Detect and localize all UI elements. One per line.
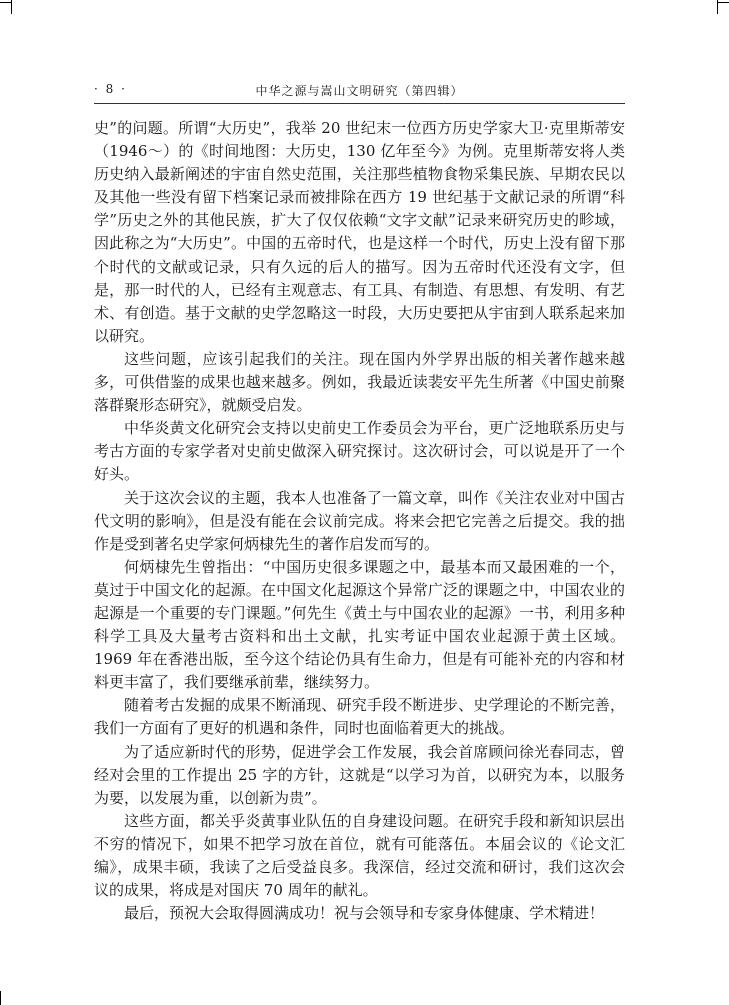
article-body bbox=[94, 117, 625, 925]
paragraph: 随着考古发掘的成果不断涌现、研究手段不断进步、史学理论的不断完善，我们一方面有了更好的机遇和条件，同时也面临着更大的挑战。 bbox=[94, 696, 625, 738]
page-number: · 8 · bbox=[94, 82, 127, 96]
crop-mark-top-right-vertical bbox=[717, 0, 718, 14]
paragraph-continued: 史”的问题。所谓“大历史”，我举 20 世纪末一位西方历史学家大卫·克里斯蒂安（1946～）的《时间地图：大历史，130 亿年至今》为例。克里斯蒂安将人类历史纳入最新阐述的宇宙自然史范围，关注那些植物食物采集民族、早期农民以及其他一些没有留下档案记录而被排除在西方 19 世纪基于文献记录的所谓“科学”历史之外的其他民族，扩大了仅仅依赖“文字文献”记录来研究历史的畛域，因此称之为“大历史”。中国的五帝时代，也是这样一个时代，历史上没有留下那个时代的文献或记录，只有久远的后人的描写。因为五帝时代还没有文字，但是，那一时代的人，已经有主观意志、有工具、有制造、有思想、有发明、有艺术、有创造。基于文献的史学忽略这一时段，大历史要把从宇宙到人联系起来加以研究。 bbox=[94, 119, 625, 345]
crop-mark-top-right-horizontal bbox=[717, 2, 729, 3]
paragraph: 中华炎黄文化研究会支持以史前史工作委员会为平台，更广泛地联系历史与考古方面的专家学者对史前史做深入研究探讨。这次研讨会，可以说是开了一个好头。 bbox=[94, 419, 625, 484]
crop-mark-bottom-left bbox=[0, 991, 1, 1005]
paragraph: 这些方面，都关乎炎黄事业队伍的自身建设问题。在研究手段和新知识层出不穷的情况下，如果不把学习放在首位，就有可能落伍。本届会议的《论文汇编》，成果丰硕，我读了之后受益良多。我深信，经过交流和研讨，我们这次会议的成果，将成是对国庆 70 周年的献礼。 bbox=[94, 811, 625, 900]
paragraph: 关于这次会议的主题，我本人也准备了一篇文章，叫作《关注农业对中国古代文明的影响》，但是没有能在会议前完成。将来会把它完善之后提交。我的拙作是受到著名史学家何炳棣先生的著作启发而写的。 bbox=[94, 488, 625, 553]
paragraph: 何炳棣先生曾指出：“中国历史很多课题之中，最基本而又最困难的一个，莫过于中国文化的起源。在中国文化起源这个异常广泛的课题之中，中国农业的起源是一个重要的专门课题。”何先生《黄土与中国农业的起源》一书，利用多种科学工具及大量考古资料和出土文献，扎实考证中国农业起源于黄土区域。1969 年在香港出版，至今这个结论仍具有生命力，但是有可能补充的内容和材料更丰富了，我们要继承前辈，继续努力。 bbox=[94, 557, 625, 692]
paragraph-closing: 最后，预祝大会取得圆满成功！祝与会领导和专家身体健康、学术精进！ bbox=[124, 904, 605, 923]
running-header bbox=[94, 82, 625, 102]
journal-title: 中华之源与嵩山文明研究（第四辑） bbox=[255, 84, 464, 98]
crop-mark-top-left-vertical bbox=[11, 0, 12, 14]
paragraph: 为了适应新时代的形势，促进学会工作发展，我会首席顾问徐光春同志，曾经对会里的工作提出 25 字的方针，这就是“以学习为首，以研究为本，以服务为要，以发展为重，以创新为贵”。 bbox=[94, 742, 625, 807]
header-rule bbox=[94, 103, 625, 104]
paragraph: 这些问题，应该引起我们的关注。现在国内外学界出版的相关著作越来越多，可供借鉴的成果也越来越多。例如，我最近读裴安平先生所著《中国史前聚落群聚形态研究》，就颇受启发。 bbox=[94, 349, 625, 415]
